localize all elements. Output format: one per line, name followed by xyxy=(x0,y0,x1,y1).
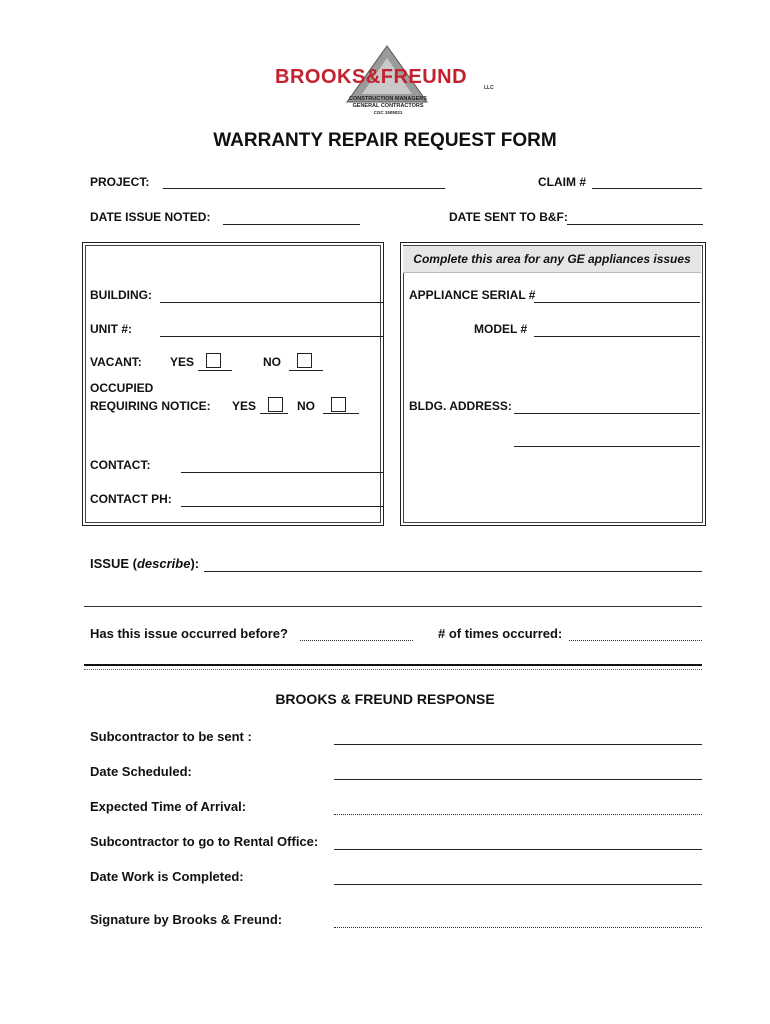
ge-appliance-note: Complete this area for any GE appliances issues xyxy=(403,246,701,273)
signature-label: Signature by Brooks & Freund: xyxy=(90,912,283,927)
subcontractor-field[interactable] xyxy=(334,744,702,745)
response-section-title: BROOKS & FREUND RESPONSE xyxy=(275,691,495,707)
ge-appliance-box xyxy=(400,242,706,526)
vacant-no-checkbox[interactable] xyxy=(297,353,312,368)
occupied-yes-label: YES xyxy=(232,399,257,413)
date-issue-noted-field[interactable] xyxy=(223,224,360,225)
model-label: MODEL # xyxy=(474,322,528,336)
date-sent-label: DATE SENT TO B&F: xyxy=(449,210,568,224)
issue-label-prefix: ISSUE ( xyxy=(90,556,137,571)
eta-label: Expected Time of Arrival: xyxy=(90,799,247,814)
occupied-yes-checkbox[interactable] xyxy=(268,397,283,412)
issue-label-suffix: ): xyxy=(190,556,200,571)
vacant-no-underline xyxy=(289,370,323,371)
bldg-address-label: BLDG. ADDRESS: xyxy=(409,399,512,413)
unit-label: UNIT #: xyxy=(90,322,132,336)
claim-field[interactable] xyxy=(592,188,702,189)
vacant-yes-underline xyxy=(198,370,232,371)
occupied-no-underline xyxy=(323,413,359,414)
contact-label: CONTACT: xyxy=(90,458,151,472)
date-completed-field[interactable] xyxy=(334,884,702,885)
form-title: WARRANTY REPAIR REQUEST FORM xyxy=(213,130,557,151)
subcontractor-label: Subcontractor to be sent : xyxy=(90,729,252,744)
date-scheduled-label: Date Scheduled: xyxy=(90,764,192,779)
issue-label xyxy=(90,556,199,571)
bldg-address-field-1[interactable] xyxy=(514,413,700,414)
requiring-notice-label: REQUIRING NOTICE: xyxy=(90,399,211,413)
times-occurred-field[interactable] xyxy=(569,640,702,641)
times-occurred-label: # of times occurred: xyxy=(438,626,563,641)
issue-field-line-1[interactable] xyxy=(204,571,702,572)
vacant-yes-label: YES xyxy=(170,355,195,369)
date-sent-field[interactable] xyxy=(567,224,703,225)
appliance-serial-label: APPLIANCE SERIAL # xyxy=(409,288,536,302)
logo-license: CGC 1505021 xyxy=(373,110,403,115)
vacant-yes-checkbox[interactable] xyxy=(206,353,221,368)
project-field[interactable] xyxy=(163,188,445,189)
issue-label-italic: describe xyxy=(136,556,191,571)
date-issue-noted-label: DATE ISSUE NOTED: xyxy=(90,210,211,224)
occupied-label: OCCUPIED xyxy=(90,381,154,395)
signature-field[interactable] xyxy=(334,927,702,928)
logo-llc: LLC xyxy=(484,85,494,91)
project-label: PROJECT: xyxy=(90,175,150,189)
contact-phone-label: CONTACT PH: xyxy=(90,492,172,506)
date-scheduled-field[interactable] xyxy=(334,779,702,780)
claim-label: CLAIM # xyxy=(538,175,586,189)
logo-line-1: CONSTRUCTION MANAGERS xyxy=(349,96,427,102)
section-divider-dotted xyxy=(84,669,702,670)
date-completed-label: Date Work is Completed: xyxy=(90,869,244,884)
contact-field[interactable] xyxy=(181,472,383,473)
issue-field-line-2[interactable] xyxy=(84,606,702,607)
section-divider xyxy=(84,664,702,666)
appliance-serial-field[interactable] xyxy=(534,302,700,303)
company-logo xyxy=(272,44,502,120)
bldg-address-field-2[interactable] xyxy=(514,446,700,447)
occurred-before-field[interactable] xyxy=(300,640,413,641)
occupied-yes-underline xyxy=(260,413,288,414)
unit-field[interactable] xyxy=(160,336,383,337)
eta-field[interactable] xyxy=(334,814,702,815)
logo-line-2: GENERAL CONTRACTORS xyxy=(352,103,424,109)
logo-company-name: BROOKS&FREUND xyxy=(275,66,468,88)
building-label: BUILDING: xyxy=(90,288,152,302)
vacant-label: VACANT: xyxy=(90,355,142,369)
contact-phone-field[interactable] xyxy=(181,506,383,507)
occupied-no-label: NO xyxy=(297,399,315,413)
rental-office-field[interactable] xyxy=(334,849,702,850)
vacant-no-label: NO xyxy=(263,355,281,369)
occupied-no-checkbox[interactable] xyxy=(331,397,346,412)
building-field[interactable] xyxy=(160,302,383,303)
model-field[interactable] xyxy=(534,336,700,337)
rental-office-label: Subcontractor to go to Rental Office: xyxy=(90,834,319,849)
occurred-before-label: Has this issue occurred before? xyxy=(90,626,288,641)
